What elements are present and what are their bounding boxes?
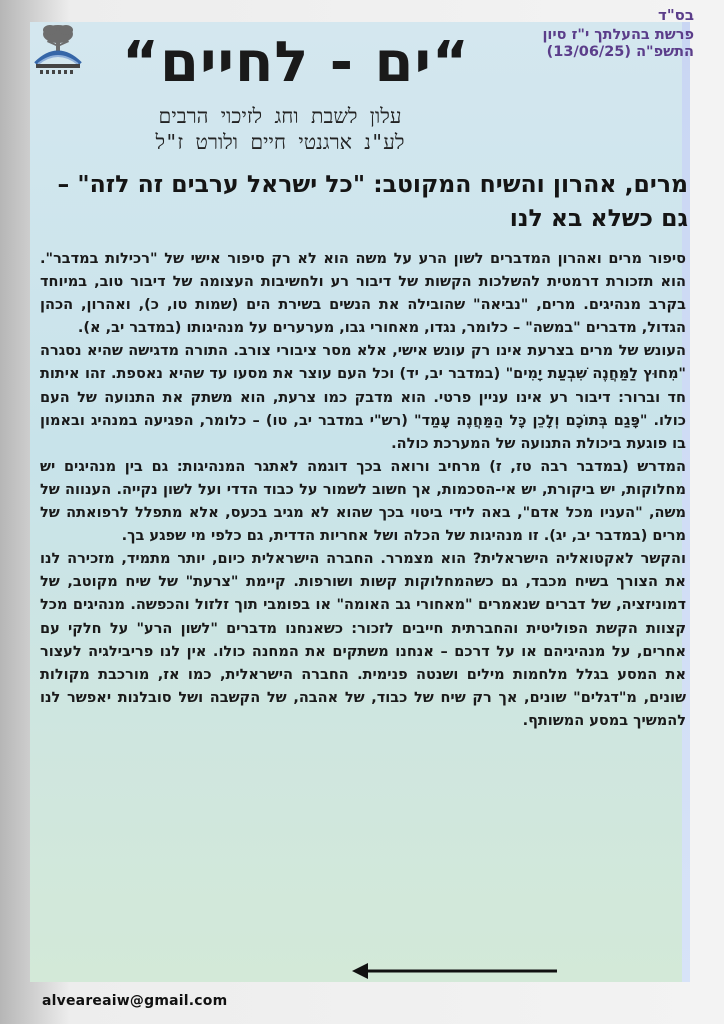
newsletter-subtitle: עלון לשבת וחג לזיכוי הרבים bbox=[158, 104, 402, 128]
newsletter-title: “ים - לחיים“ bbox=[122, 30, 470, 95]
parsha-date bbox=[494, 27, 694, 61]
article-paragraph: העונש של מרים בצרעת אינו רק עונש אישי, אלא מסר ציבורי צורב. התורה מדגישה שהיא נסגרה "מִחוּץ לַמַּחֲנֶה שִׁבְעַת יָמִים" (במדבר יב, יד) וכל העם עוצר את מסעו עד שהיא נאספת. זהו איתות חד וברור: דיבור רע אינו עניין פרטי. הוא מדבק כמו צרעת, הוא משתק את התנועה של העם כולו. "פָּגַם בְּתוֹכָם וְלָכֵן כָּל הַמַּחֲנֶה עָמַד" (רש"י במדבר יב, טו) – כלומר, הפגיעה במנהיג ובאמון בו פוגעת ביכולת התנועה של המערכת כולה. bbox=[40, 343, 686, 452]
tree-bridge-logo-icon bbox=[34, 20, 82, 78]
article-paragraph: סיפור מרים ואהרון המדברים לשון הרע על משה הוא לא רק סיפור אישי של "רכילות במדבר". הוא תזכורת דרמטית להשלכות הקשות של דיבור רע ולחשיבות העצומה של דיבור טוב, במיוחד בקרב מנהיגים. מרים, "נביאה" שהובילה את הנשים בשירת הים (שמות טו, כ), ואהרון, הכהן הגדול, מדברים "במשה" – כלומר, נגדו, מאחורי גבו, מערערים על מנהיגותו (במדבר יב, א). bbox=[40, 251, 686, 337]
article-paragraph: והקשר לאקטואליה הישראלית? הוא מצמרר. החברה הישראלית כיום, יותר מתמיד, מזכירה לנו את הצורך בשיח מכבד, גם כשהמחלוקות קשות ושורפות. קיימת "צרעת" של שיח מקוטב, של דמוניזציה, של דברים שנאמרים "מאחורי גב האומה" או בפומבי תוך זלזול והכפשה. מנהיגים מכל קצוות הקשת הפוליטית והחברתית חייבים לזכור: כשאנחנו מדברים "לשון הרע" על חלקי עם אחרים, על מנהיגיהם או על דרכם – אנחנו משתקים את המחנה כולו. אין לנו פריבילגיה לעצור את המסע בגלל מלחמות מילים ושנטה פנימית. החברה הישראלית, כמו אז, מורכבת מקולות שונים, מ"דגלים" שונים, אך רק שיח של כבוד, של אהבה, של הקשבה ושל סובלנות יאפשר לנו להמשיך במסע המשותף. bbox=[40, 551, 686, 729]
parsha-name: פרשת בהעלתך י"ז סיון bbox=[542, 27, 694, 43]
bsd-label: בס"ד bbox=[658, 6, 694, 24]
contact-email[interactable]: alveareaiw@gmail.com bbox=[42, 993, 228, 1009]
article-body bbox=[40, 248, 686, 733]
article-paragraph: המדרש (במדבר רבה טז, ז) מרחיב ורואה בכך דוגמה לאתגר המנהיגות: גם בין מנהיגים יש מחלוקות, יש ביקורת, יש אי-הסכמות, אך חשוב לשמור על כבוד הדדי ועל לשון נקייה. הענווה של משה, "העניו מכל אדם", באה לידי ביטוי בכך שהוא לא מגיב בכעס, אלא מתפלל לרפואתה של מרים (במדבר יב, יג). זו מנהיגות של הכלה ושל אחריות הדדית, גם כלפי מי שפגע בך. bbox=[40, 458, 686, 545]
dedication-line: לע"נ ארגנטי חיים ולורט ז"ל bbox=[155, 130, 405, 154]
hebrew-date: התשפ"ה (13/06/25) bbox=[546, 44, 694, 60]
article-title: מרים, אהרון והשיח המקוטב: "כל ישראל ערבים זה לזה" – גם כשלא בא לנו bbox=[57, 170, 688, 232]
arrow-left-icon[interactable] bbox=[352, 960, 557, 982]
